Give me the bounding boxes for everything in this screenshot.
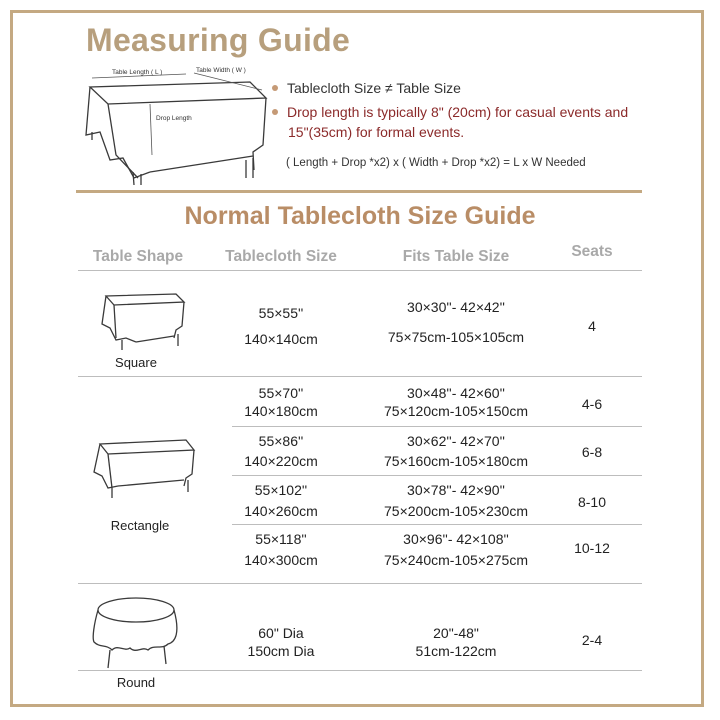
- rect-row2-fits-cm: 75×160cm-105×180cm: [384, 453, 528, 469]
- square-cloth-in: 55×55'': [258, 305, 304, 321]
- rect-row2-cloth-cm: 140×220cm: [244, 453, 318, 469]
- header-table-shape: Table Shape: [92, 248, 184, 265]
- rect-row3-fits-cm: 75×200cm-105×230cm: [384, 503, 528, 519]
- header-divider: [78, 270, 642, 271]
- size-guide-title: Normal Tablecloth Size Guide: [184, 202, 536, 230]
- bullet-drop-note-cont: 15"(35cm) for formal events.: [288, 124, 465, 140]
- bullet-size-note: Tablecloth Size ≠ Table Size: [272, 80, 461, 96]
- rect-row2-fits-in: 30×62''- 42×70'': [407, 433, 505, 449]
- shape-label-rectangle: Rectangle: [110, 518, 170, 533]
- round-divider: [78, 670, 642, 671]
- round-cloth-in: 60" Dia: [258, 625, 304, 641]
- round-fits-cm: 51cm-122cm: [415, 643, 497, 659]
- rect-row-divider: [232, 524, 642, 525]
- rect-row3-cloth-cm: 140×260cm: [244, 503, 318, 519]
- rect-row4-seats: 10-12: [574, 540, 610, 556]
- rect-row4-fits-in: 30×96''- 42×108'': [403, 531, 509, 547]
- bullet-dot: [272, 109, 278, 115]
- formula-text: ( Length + Drop *x2) x ( Width + Drop *x2) = L x W Needed: [286, 157, 586, 169]
- table-width-label: Table Width ( W ): [196, 67, 246, 74]
- shape-label-round: Round: [116, 675, 156, 690]
- square-cloth-cm: 140×140cm: [244, 331, 318, 347]
- header-tablecloth-size: Tablecloth Size: [225, 248, 337, 265]
- rect-row-divider: [232, 426, 642, 427]
- rect-row3-fits-in: 30×78''- 42×90'': [407, 482, 505, 498]
- rectangle-table-icon: [86, 436, 198, 502]
- measuring-guide-title: Measuring Guide: [86, 22, 351, 58]
- bullet-drop-note: Drop length is typically 8" (20cm) for casual events and: [272, 104, 628, 120]
- rect-row-divider: [232, 475, 642, 476]
- section-divider: [76, 190, 642, 193]
- rect-row3-cloth-in: 55×102'': [254, 482, 308, 498]
- round-cloth-cm: 150cm Dia: [247, 643, 315, 659]
- rect-row1-seats: 4-6: [581, 396, 603, 412]
- rect-row3-seats: 8-10: [577, 494, 607, 510]
- rect-row1-cloth-in: 55×70'': [258, 385, 304, 401]
- rect-row1-fits-in: 30×48''- 42×60'': [407, 385, 505, 401]
- table-length-label: Table Length ( L ): [112, 69, 163, 76]
- round-fits-in: 20"-48": [433, 625, 479, 641]
- rect-row4-fits-cm: 75×240cm-105×275cm: [384, 552, 528, 568]
- rectangle-divider: [78, 583, 642, 584]
- shape-label-square: Square: [115, 355, 157, 370]
- square-fits-in: 30×30''- 42×42'': [407, 299, 505, 315]
- header-fits-table-size: Fits Table Size: [402, 248, 510, 265]
- rect-row4-cloth-in: 55×118'': [255, 531, 307, 547]
- bullet-dot: [272, 85, 278, 91]
- rect-row1-cloth-cm: 140×180cm: [244, 403, 318, 419]
- square-table-icon: [92, 290, 188, 352]
- header-seats: Seats: [571, 243, 613, 260]
- rect-row1-fits-cm: 75×120cm-105×150cm: [384, 403, 528, 419]
- rect-row4-cloth-cm: 140×300cm: [244, 552, 318, 568]
- round-seats: 2-4: [581, 632, 603, 648]
- square-seats: 4: [588, 318, 596, 334]
- square-fits-cm: 75×75cm-105×105cm: [387, 329, 525, 345]
- drop-length-label: Drop Length: [156, 115, 192, 122]
- round-table-icon: [84, 592, 188, 672]
- rect-row2-cloth-in: 55×86'': [258, 433, 304, 449]
- table-measure-diagram: [78, 60, 268, 190]
- square-divider: [78, 376, 642, 377]
- rect-row2-seats: 6-8: [581, 444, 603, 460]
